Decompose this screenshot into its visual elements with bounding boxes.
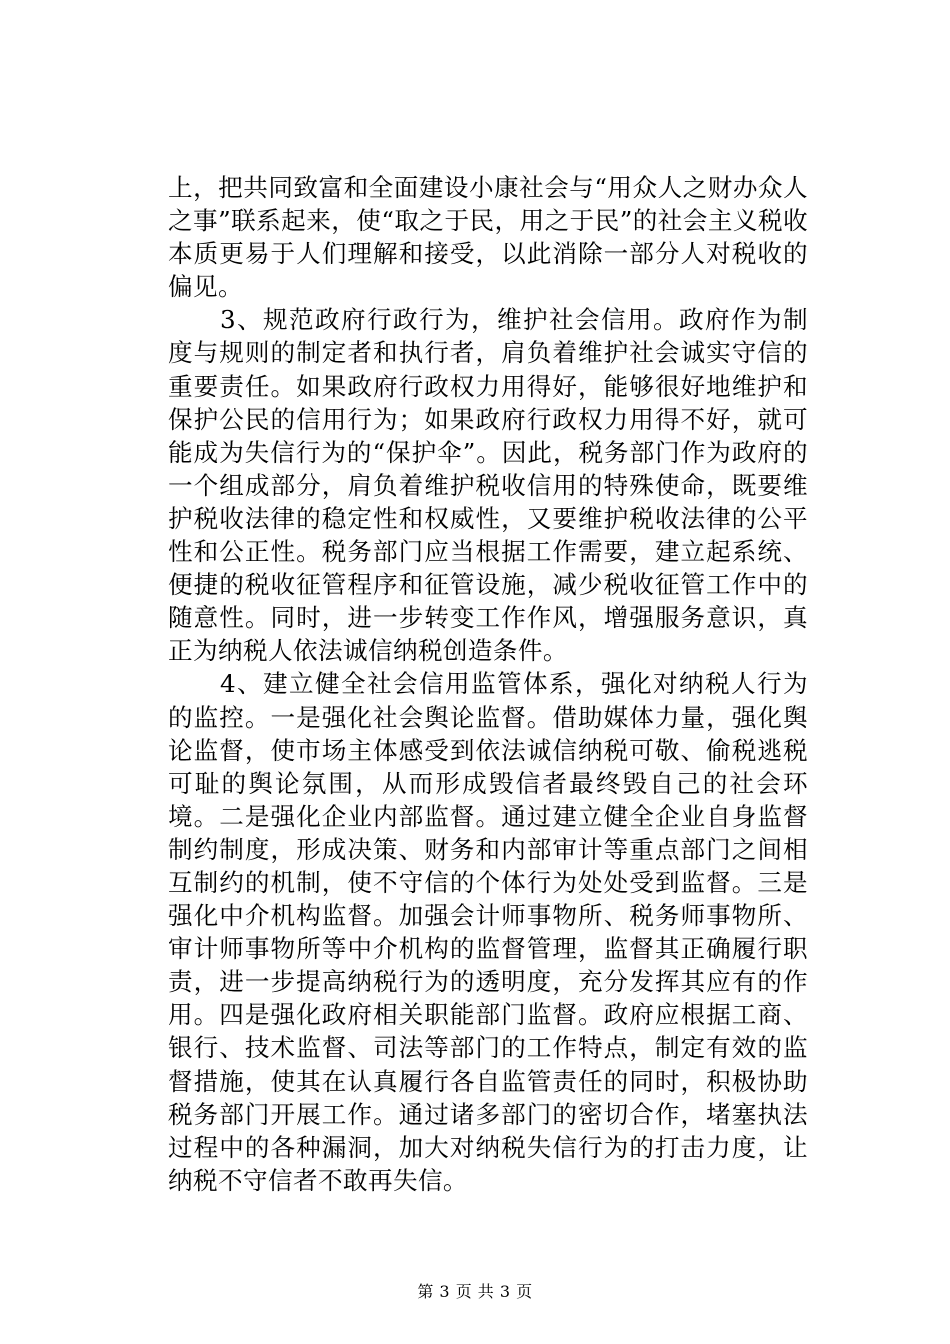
- paragraph-item-3: 3、规范政府行政行为，维护社会信用。政府作为制度与规则的制定者和执行者，肩负着维护社会诚实守信的重要责任。如果政府行政权力用得好，能够很好地维护和保护公民的信用行为；如果政府行政权力用得不好，就可能成为失信行为的“保护伞”。因此，税务部门作为政府的一个组成部分，肩负着维护税收信用的特殊使命，既要维护税收法律的稳定性和权威性，又要维护税收法律的公平性和公正性。税务部门应当根据工作需要，建立起系统、便捷的税收征管程序和征管设施，减少税收征管工作中的随意性。同时，进一步转变工作作风，增强服务意识，真正为纳税人依法诚信纳税创造条件。: [168, 305, 808, 666]
- paragraph-continuation: 上，把共同致富和全面建设小康社会与“用众人之财办众人之事”联系起来，使“取之于民，用之于民”的社会主义税收本质更易于人们理解和接受，以此消除一部分人对税收的偏见。: [168, 173, 808, 302]
- page-number-footer: 第 3 页 共 3 页: [417, 1282, 533, 1301]
- document-body: [168, 171, 808, 1197]
- paragraph-item-4: 4、建立健全社会信用监管体系，强化对纳税人行为的监控。一是强化社会舆论监督。借助媒体力量，强化舆论监督，使市场主体感受到依法诚信纳税可敬、偷税逃税可耻的舆论氛围，从而形成毁信者最终毁自己的社会环境。二是强化企业内部监督。通过建立健全企业自身监督制约制度，形成决策、财务和内部审计等重点部门之间相互制约的机制，使不守信的个体行为处处受到监督。三是强化中介机构监督。加强会计师事物所、税务师事物所、审计师事物所等中介机构的监督管理，监督其正确履行职责，进一步提高纳税行为的透明度，充分发挥其应有的作用。四是强化政府相关职能部门监督。政府应根据工商、银行、技术监督、司法等部门的工作特点，制定有效的监督措施，使其在认真履行各自监管责任的同时，积极协助税务部门开展工作。通过诸多部门的密切合作，堵塞执法过程中的各种漏洞，加大对纳税失信行为的打击力度，让纳税不守信者不敢再失信。: [168, 669, 808, 1195]
